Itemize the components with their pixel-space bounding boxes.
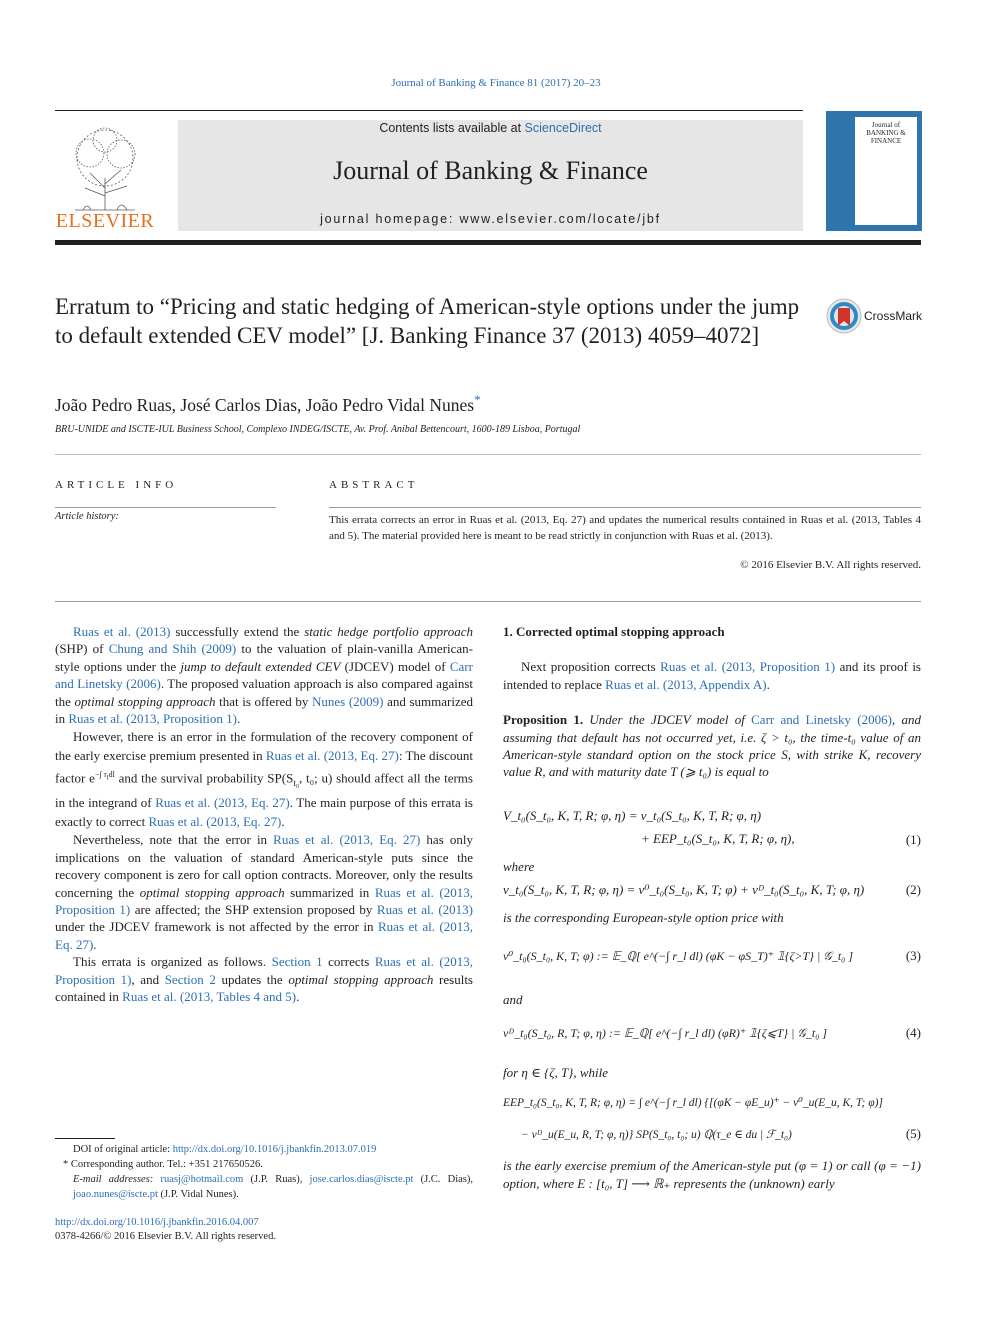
abstract-text: This errata corrects an error in Ruas et al. (2013, Eq. 27) and updates the numerical results contained in Ruas et al. (2013, Tables 4 and 5). The material provided here is meant to be read strictly in conjunction with Ruas et al. (2013).	[329, 514, 921, 542]
citation-link[interactable]: Ruas et al. (2013, Eq. 27)	[265, 748, 399, 764]
equation-number: (2)	[905, 882, 921, 898]
equation-1	[503, 807, 921, 855]
authors-text: João Pedro Ruas, José Carlos Dias, João Pedro Vidal Nunes	[55, 394, 475, 415]
contents-line	[178, 121, 803, 135]
equation-number: (5)	[905, 1126, 921, 1142]
citation-link[interactable]: Nunes (2009)	[312, 693, 384, 709]
citation-link[interactable]: Ruas et al. (2013, Proposition 1)	[55, 954, 474, 987]
equation-5	[503, 1095, 921, 1157]
crossmark-icon[interactable]	[826, 298, 862, 334]
paragraph: However, there is an error in the formulation of the recovery component of the early exercise premium presented in Ruas et al. (2013, Eq. 27): The discount factor $e^{-\int r_ldl}$ and the survival probability $SP(S_{t_0}$, t₀; u) should affect all the terms in the integrand of Ruas et al. (2013, Eq. 27). The main purpose of this errata is exactly to correct Ruas et al. (2013, Eq. 27).	[55, 729, 473, 830]
sciencedirect-link[interactable]: ScienceDirect	[524, 121, 602, 135]
citation-link[interactable]: Ruas et al. (2013)	[73, 624, 171, 639]
text-for-eta: for η ∈ {ζ, T}, while	[503, 1065, 609, 1081]
footnote-rule	[55, 1138, 115, 1139]
original-doi-link[interactable]: http://dx.doi.org/10.1016/j.jbankfin.2013.07.019	[172, 1144, 377, 1155]
abstract-heading: ABSTRACT	[329, 479, 419, 491]
cover-title: Journal of BANKING & FINANCE	[866, 121, 906, 145]
equation-3	[503, 947, 921, 991]
doi-block	[55, 1216, 276, 1244]
contents-prefix: Contents lists available at	[379, 121, 525, 135]
equation-4-body: vᴰ_t₀(S_t₀, R, T; φ, η) := 𝔼_ℚ[ e^(−∫ r_l dl) (φR)⁺ 𝟙{ζ⩽T} | 𝒢_t₀ ]	[503, 1026, 828, 1041]
equation-2-body: v_t₀(S_t₀, K, T, R; φ, η) = v⁰_t₀(S_t₀, K, T; φ) + vᴰ_t₀(S_t₀, K, T; φ, η)	[503, 882, 865, 898]
paragraph: Ruas et al. (2013) successfully extend the static hedge portfolio approach (SHP) of Chung and Shih (2009) to the valuation of plain-vanilla American-style options under the jump to default extended CEV (JDCEV) model of Carr and Linetsky (2006). The proposed valuation approach is also compared against the optimal stopping approach that is offered by Nunes (2009) and summarized in Ruas et al. (2013, Proposition 1).	[55, 624, 474, 727]
email-link[interactable]: joao.nunes@iscte.pt	[73, 1189, 158, 1200]
citation-link[interactable]: Ruas et al. (2013, Eq. 27)	[155, 795, 290, 811]
abstract-copyright: © 2016 Elsevier B.V. All rights reserved.	[740, 559, 921, 571]
footnote-doi: DOI of original article: http://dx.doi.org/10.1016/j.jbankfin.2013.07.019	[73, 1144, 377, 1155]
citation-link[interactable]: Carr and Linetsky (2006)	[751, 712, 892, 728]
article-info-heading: ARTICLE INFO	[55, 479, 178, 491]
journal-cover-page	[855, 117, 917, 225]
equation-number: (4)	[905, 1025, 921, 1041]
section-heading: 1. Corrected optimal stopping approach	[503, 624, 725, 639]
header-rule-bottom	[55, 240, 921, 245]
equation-number: (1)	[905, 831, 921, 847]
homepage-line	[178, 212, 803, 226]
homepage-prefix: journal homepage:	[320, 212, 460, 226]
footnote-corresponding: * Corresponding author. Tel.: +351 217650526.	[63, 1159, 263, 1170]
citation-link[interactable]: Ruas et al. (2013, Eq. 27)	[148, 814, 282, 830]
paragraph: This errata is organized as follows. Section 1 corrects Ruas et al. (2013, Proposition 1), and Section 2 updates the optimal stopping approach results contained in Ruas et al. (2013, Tables 4 and 5).	[55, 954, 474, 1005]
abstract-rule	[329, 507, 921, 508]
section-link[interactable]: Section 1	[271, 954, 323, 970]
paragraph: Nevertheless, note that the error in Ruas et al. (2013, Eq. 27) has only implications on the valuation of standard American-style puts since the recovery component is zero for call option contracts. Moreover, only the results concerning the optimal stopping approach summarized in Ruas et al. (2013, Proposition 1) are affected; the SHP extension proposed by Ruas et al. (2013) under the JDCEV framework is not affected by the error in Ruas et al. (2013, Eq. 27).	[55, 832, 474, 952]
text-and: and	[503, 991, 523, 1007]
section-link[interactable]: Section 2	[164, 971, 216, 987]
email-link[interactable]: ruasj@hotmail.com	[160, 1174, 244, 1185]
equation-1-line-2: + EEP_t₀(S_t₀, K, T, R; φ, η),	[641, 831, 795, 847]
citation-link[interactable]: Chung and Shih (2009)	[108, 641, 237, 657]
text-european: is the corresponding European-style option price with	[503, 910, 784, 926]
text-where: where	[503, 858, 535, 874]
citation-link[interactable]: Ruas et al. (2013, Proposition 1)	[660, 659, 836, 675]
citation-link[interactable]: Ruas et al. (2013, Proposition 1)	[68, 711, 238, 727]
abstract-rule-bottom	[55, 601, 921, 602]
email-link[interactable]: jose.carlos.dias@iscte.pt	[309, 1174, 414, 1185]
equation-2	[503, 881, 921, 909]
footnote-emails: E-mail addresses: ruasj@hotmail.com (J.P. Ruas), jose.carlos.dias@iscte.pt (J.C. Dias), joao.nunes@iscte.pt (J.P. Vidal Nunes).	[73, 1174, 473, 1200]
citation-link[interactable]: Ruas et al. (2013, Eq. 27)	[55, 919, 474, 952]
equation-number: (3)	[905, 947, 921, 963]
homepage-url[interactable]: www.elsevier.com/locate/jbf	[459, 212, 661, 226]
citation-link[interactable]: Ruas et al. (2013, Proposition 1)	[55, 884, 473, 917]
elsevier-wordmark: ELSEVIER	[55, 210, 155, 232]
article-history-label: Article history:	[55, 511, 119, 522]
article-title: Erratum to “Pricing and static hedging of American-style options under the jump to default extended CEV model” [J. Banking Finance 37 (2013) 4059–4072]	[55, 294, 800, 348]
citation-link[interactable]: Ruas et al. (2013, Appendix A)	[605, 676, 767, 692]
body-left-column	[55, 623, 473, 1005]
paragraph: Next proposition corrects Ruas et al. (2013, Proposition 1) and its proof is intended to replace Ruas et al. (2013, Appendix A).	[503, 659, 921, 692]
text-eep-description: is the early exercise premium of the American-style put (φ = 1) or call (φ = −1) option, where E : [t₀, T] ⟶ ℝ₊ represents the (unknown) early	[503, 1158, 921, 1191]
citation-link[interactable]: Carr and Linetsky (2006)	[55, 658, 473, 692]
author-list	[55, 392, 481, 416]
footnotes	[55, 1142, 473, 1202]
proposition: Proposition 1. Under the JDCEV model of Carr and Linetsky (2006), and assuming that default has not occurred yet, i.e. ζ > t₀, the time-t₀ value of an American-style standard option on the stock price S, with strike K, recovery value R, and with maturity date T (⩾ t₀) is equal to	[503, 712, 921, 780]
equation-3-body: v⁰_t₀(S_t₀, K, T; φ) := 𝔼_ℚ[ e^(−∫ r_l dl) (φK − φS_T)⁺ 𝟙{ζ>T} | 𝒢_t₀ ]	[503, 948, 853, 963]
affiliation-rule	[55, 454, 921, 455]
equation-4	[503, 1024, 921, 1064]
citation-link[interactable]: Ruas et al. (2013)	[376, 901, 474, 917]
journal-reference[interactable]: Journal of Banking & Finance 81 (2017) 20–23	[391, 77, 601, 89]
equation-5-line-1: EEP_t₀(S_t₀, K, T, R; φ, η) = ∫ e^(−∫ r_l dl) {[(φK − φE_u)⁺ − v⁰_u(E_u, K, T; φ)]	[503, 1097, 883, 1110]
body-right-column	[503, 623, 921, 1192]
journal-title: Journal of Banking & Finance	[333, 156, 648, 185]
corresponding-author-mark[interactable]: *	[474, 392, 481, 407]
header-rule-top	[55, 110, 803, 111]
proposition-label: Proposition 1.	[503, 712, 584, 728]
crossmark-label[interactable]: CrossMark	[864, 309, 923, 323]
equation-5-line-2: − vᴰ_u(E_u, R, T; φ, η)} SP(S_t₀, t₀; u) ℚ(τ_e ∈ du | ℱ_t₀)	[521, 1128, 792, 1141]
citation-link[interactable]: Ruas et al. (2013, Tables 4 and 5)	[122, 989, 297, 1005]
affiliation: BRU-UNIDE and ISCTE-IUL Business School, Complexo INDEG/ISCTE, Av. Prof. Aníbal Bettencourt, 1600-189 Lisboa, Portugal	[55, 424, 581, 435]
citation-link[interactable]: Ruas et al. (2013, Eq. 27)	[273, 832, 421, 848]
article-info-rule	[55, 507, 276, 508]
article-doi-link[interactable]: http://dx.doi.org/10.1016/j.jbankfin.2016.04.007	[55, 1217, 259, 1228]
equation-1-line-1: V_t₀(S_t₀, K, T, R; φ, η) = v_t₀(S_t₀, K, T, R; φ, η)	[503, 807, 762, 823]
issn-line: 0378-4266/© 2016 Elsevier B.V. All rights reserved.	[55, 1231, 276, 1242]
